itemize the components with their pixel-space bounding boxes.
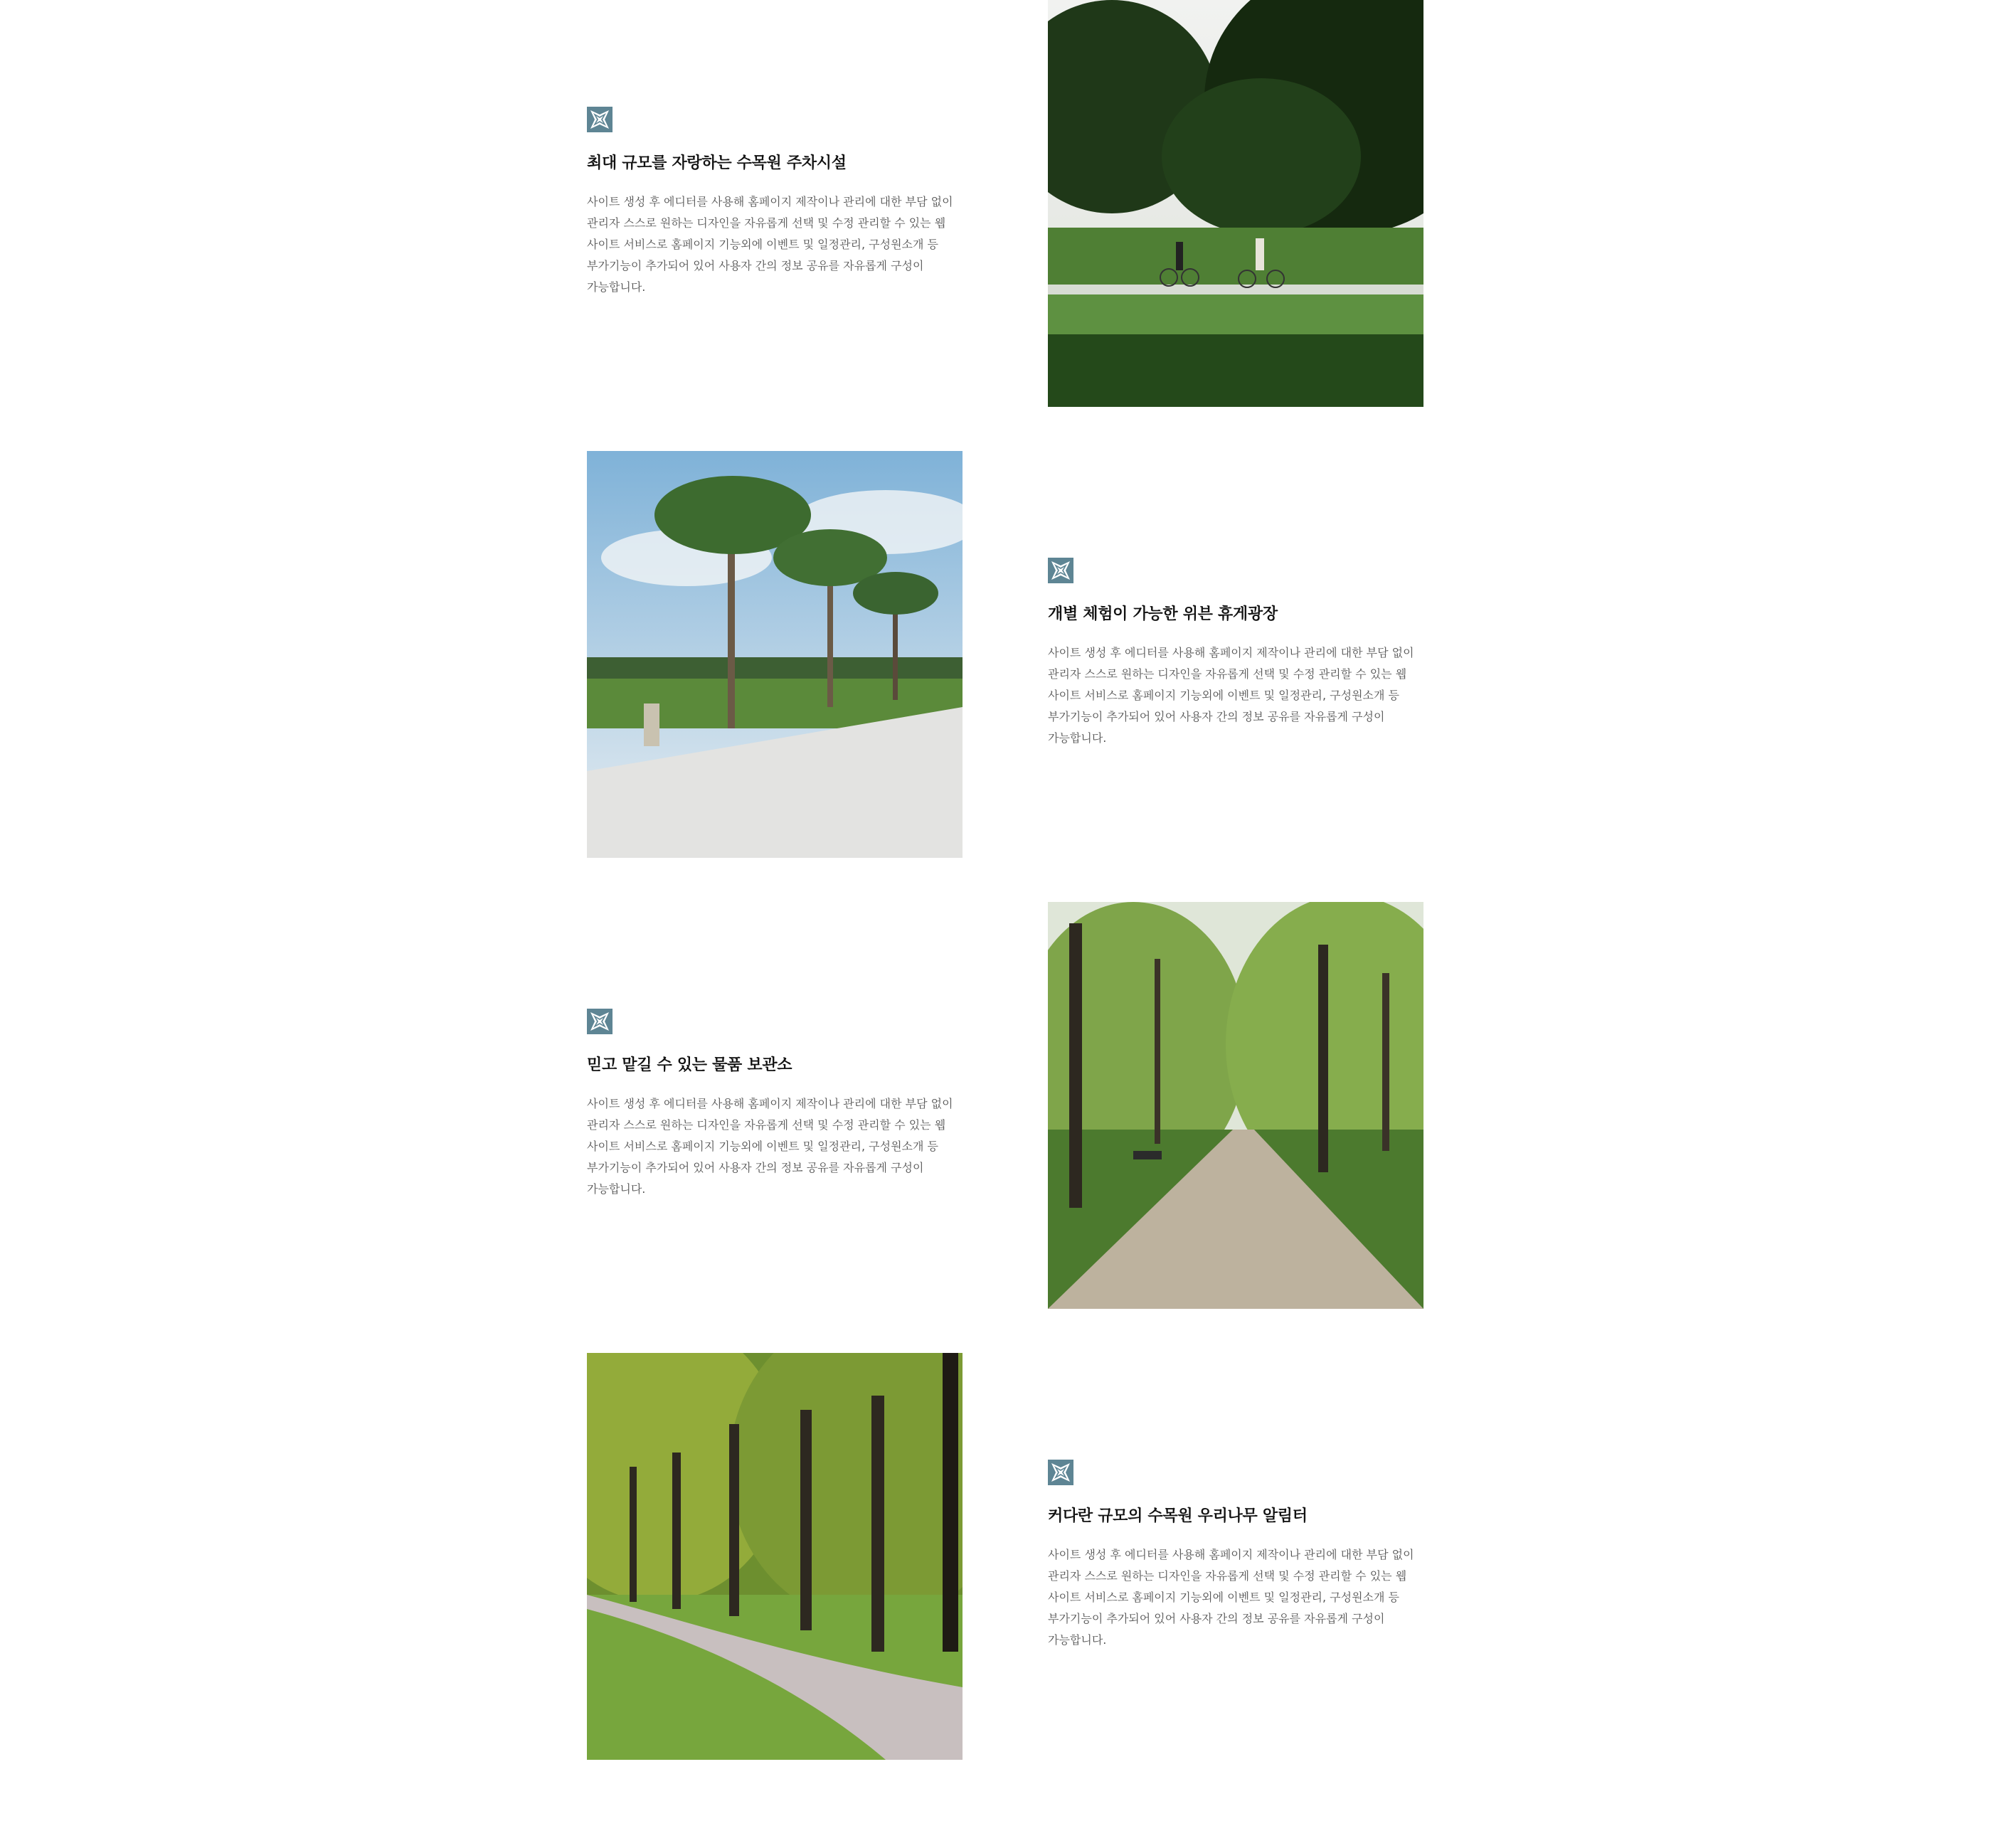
feature-row-1 [0,0,1999,407]
feature-title: 최대 규모를 자랑하는 수목원 주차시설 [587,154,847,172]
star-x-icon [1048,558,1073,583]
star-x-icon [587,107,613,132]
feature-title: 개별 체험이 가능한 위븐 휴게광장 [1048,605,1278,623]
feature-text-1 [587,107,971,298]
feature-description: 사이트 생성 후 에디터를 사용해 홈페이지 제작이나 관리에 대한 부담 없이 관리자 스스로 원하는 디자인을 자유롭게 선택 및 수정 관리할 수 있는 웹 사이트 서비스로 홈페이지 기능외에 이벤트 및 일정관리, 구성원소개 등 부가기능이 추가되어 있어 사용자 간의 정보 공유를 자유롭게 구성이 가능합니다. [1048,1548,1414,1647]
feature-text-2 [1048,558,1432,749]
star-x-icon [587,1009,613,1034]
feature-description: 사이트 생성 후 에디터를 사용해 홈페이지 제작이나 관리에 대한 부담 없이 관리자 스스로 원하는 디자인을 자유롭게 선택 및 수정 관리할 수 있는 웹 사이트 서비스로 홈페이지 기능외에 이벤트 및 일정관리, 구성원소개 등 부가기능이 추가되어 있어 사용자 간의 정보 공유를 자유롭게 구성이 가능합니다. [587,195,953,294]
park-cyclists-photo [1048,0,1423,407]
palm-trees-photo [587,451,963,858]
forest-walkway-photo [587,1353,963,1760]
feature-row-3 [0,902,1999,1309]
feature-row-4 [0,1353,1999,1760]
feature-row-2 [0,451,1999,858]
feature-title: 커다란 규모의 수목원 우리나무 알림터 [1048,1507,1308,1525]
star-x-icon [1048,1460,1073,1485]
feature-description: 사이트 생성 후 에디터를 사용해 홈페이지 제작이나 관리에 대한 부담 없이 관리자 스스로 원하는 디자인을 자유롭게 선택 및 수정 관리할 수 있는 웹 사이트 서비스로 홈페이지 기능외에 이벤트 및 일정관리, 구성원소개 등 부가기능이 추가되어 있어 사용자 간의 정보 공유를 자유롭게 구성이 가능합니다. [1048,646,1414,745]
feature-description: 사이트 생성 후 에디터를 사용해 홈페이지 제작이나 관리에 대한 부담 없이 관리자 스스로 원하는 디자인을 자유롭게 선택 및 수정 관리할 수 있는 웹 사이트 서비스로 홈페이지 기능외에 이벤트 및 일정관리, 구성원소개 등 부가기능이 추가되어 있어 사용자 간의 정보 공유를 자유롭게 구성이 가능합니다. [587,1097,953,1196]
tree-lined-path-photo [1048,902,1423,1309]
feature-title: 믿고 맡길 수 있는 물품 보관소 [587,1056,792,1074]
feature-text-4 [1048,1460,1432,1651]
feature-text-3 [587,1009,971,1200]
